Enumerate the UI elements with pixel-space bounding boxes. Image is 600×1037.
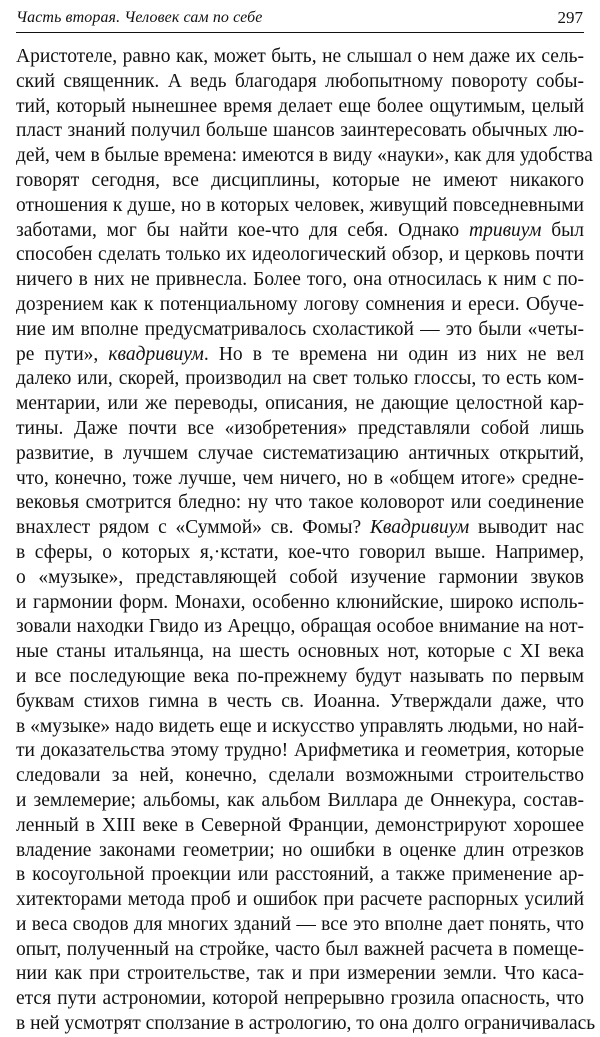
header-rule <box>16 32 584 33</box>
italic-term: квадривиум <box>108 343 204 365</box>
body-text <box>16 45 596 1037</box>
text-segment: способен сделать только их идеологический обзор, и церковь почти <box>16 244 584 266</box>
text-segment: буквам стихов гимна в честь св. Иоанна. Утверждали даже, что <box>16 690 584 712</box>
text-line <box>16 70 584 95</box>
text-segment: пласт знаний получил больше шансов заинтересовать обычных лю- <box>16 120 584 142</box>
text-segment: и гармонии форм. Монахи, особенно клюнийские, широко исполь- <box>16 591 584 613</box>
text-line <box>16 789 584 814</box>
text-segment: ничего в них не привнесла. Более того, она относилась к ним с по- <box>16 269 584 291</box>
text-line <box>16 690 584 715</box>
text-segment: и землемерие; альбомы, как альбом Виллара де Оннекура, состав- <box>16 789 584 811</box>
text-line <box>16 987 584 1012</box>
text-segment: в косоугольной проекции или расстояний, а также применение ар- <box>16 864 584 886</box>
text-line <box>16 367 584 392</box>
italic-term: Квадривиум <box>369 517 470 539</box>
text-segment: о «музыке», представляющей собой изучение гармонии звуков <box>16 566 584 588</box>
text-line <box>16 219 584 244</box>
text-line <box>16 962 584 987</box>
text-segment: внахлест рядом с «Суммой» св. Фомы? <box>16 517 370 539</box>
text-line <box>16 417 584 442</box>
text-line <box>16 1012 596 1037</box>
text-segment: что, конечно, тоже лучше, чем ничего, но в «общем итоге» средне- <box>16 467 584 489</box>
text-line <box>16 764 584 789</box>
text-line <box>16 243 584 268</box>
text-line <box>16 119 584 144</box>
text-line <box>16 95 584 120</box>
text-segment: дей, чем в былые времена: имеются в виду «науки», как для удобства <box>16 145 593 167</box>
text-segment: и веса сводов для многих зданий — все это вполне дает понять, что <box>16 913 584 935</box>
text-segment: тий, который нынешнее время делает еще более ощутимым, целый <box>16 95 584 117</box>
text-segment: был <box>541 219 584 241</box>
text-line <box>16 467 584 492</box>
text-segment: развитие, в лучшем случае систематизацию античных открытий, <box>16 442 584 464</box>
text-segment: вековья смотрится бледно: ну что такое коловорот или соединение <box>16 492 584 514</box>
text-segment: в «музыке» надо видеть еще и искусство управлять людьми, но най- <box>16 715 584 737</box>
text-segment: ский священник. А ведь благодаря любопытному повороту собы- <box>16 70 584 92</box>
text-line <box>16 541 584 566</box>
text-segment: ти доказательства этому трудно! Арифметика и геометрия, которые <box>16 740 584 762</box>
text-segment: ментарии, или же переводы, описания, не дающие целостной кар- <box>16 393 584 415</box>
text-segment: и все последующие века по-прежнему будут называть по первым <box>16 665 584 687</box>
text-segment: далеко или, скорей, производил на свет только глоссы, то есть ком- <box>16 368 584 390</box>
text-line <box>16 566 584 591</box>
running-head: Часть вторая. Человек сам по себе <box>16 9 263 26</box>
text-line <box>16 343 584 368</box>
text-line <box>16 640 584 665</box>
text-segment: нии как при строительстве, так и при измерении земли. Что каса- <box>16 963 584 985</box>
text-segment: выводит нас <box>469 517 584 539</box>
text-segment: в ней усмотрят сползание в астрологию, то она долго ограничивалась <box>16 1013 596 1035</box>
text-line <box>16 516 584 541</box>
text-line <box>16 144 593 169</box>
text-segment: ется пути астрономии, которой непрерывно грозила опасность, что <box>16 988 584 1010</box>
text-line <box>16 863 584 888</box>
text-segment: говорят сегодня, все дисциплины, которые не имеют никакого <box>16 169 584 191</box>
text-segment: ние им вполне предусматривалось схоластикой — это были «четы- <box>16 318 584 340</box>
text-line <box>16 491 584 516</box>
text-line <box>16 591 584 616</box>
text-segment: владение законами геометрии; но ошибки в оценке длин отрезков <box>16 839 584 861</box>
text-segment: дозрением как к потенциальному логову сомнения и ереси. Обуче- <box>16 293 584 315</box>
text-line <box>16 715 584 740</box>
text-line <box>16 665 584 690</box>
text-line <box>16 839 584 864</box>
page-header <box>16 6 584 32</box>
text-line <box>16 45 584 70</box>
text-line <box>16 913 584 938</box>
text-line <box>16 442 584 467</box>
text-segment: зовали находки Гвидо из Ареццо, обращая особое внимание на нот- <box>16 616 584 638</box>
text-line <box>16 194 584 219</box>
text-segment: опыт, полученный на стройке, часто был важней расчета в помеще- <box>16 938 584 960</box>
text-line <box>16 739 584 764</box>
text-segment: ные станы итальянца, на шесть основных нот, которые с XI века <box>16 641 584 663</box>
text-segment: заботами, мог бы найти кое-что для себя. Однако <box>16 219 469 241</box>
text-segment: Аристотеле, равно как, может быть, не слышал о нем даже их сель- <box>16 46 584 67</box>
text-line <box>16 318 584 343</box>
text-line <box>16 293 584 318</box>
text-segment: хитекторами метода проб и ошибок при расчете распорных усилий <box>16 889 584 911</box>
text-segment: тины. Даже почти все «изобретения» представляли собой лишь <box>16 417 584 439</box>
text-segment: в сферы, о которых я,·кстати, кое-что говорил выше. Например, <box>16 541 584 563</box>
italic-term: тривиум <box>468 219 542 241</box>
text-segment: ре пути», <box>16 343 109 365</box>
text-line <box>16 938 584 963</box>
text-line <box>16 615 584 640</box>
text-segment: отношения к душе, но в которых человек, живущий повседневными <box>16 194 584 216</box>
text-segment: ленный в XIII веке в Северной Франции, демонстрируют хорошее <box>16 814 584 836</box>
text-line <box>16 169 584 194</box>
text-line <box>16 814 584 839</box>
text-line <box>16 268 584 293</box>
page-number: 297 <box>557 8 583 27</box>
text-line <box>16 392 584 417</box>
text-line <box>16 888 584 913</box>
text-segment: следовали за ней, конечно, сделали возможными строительство <box>16 765 584 787</box>
text-segment: . Но в те времена ни один из них не вел <box>203 343 584 365</box>
